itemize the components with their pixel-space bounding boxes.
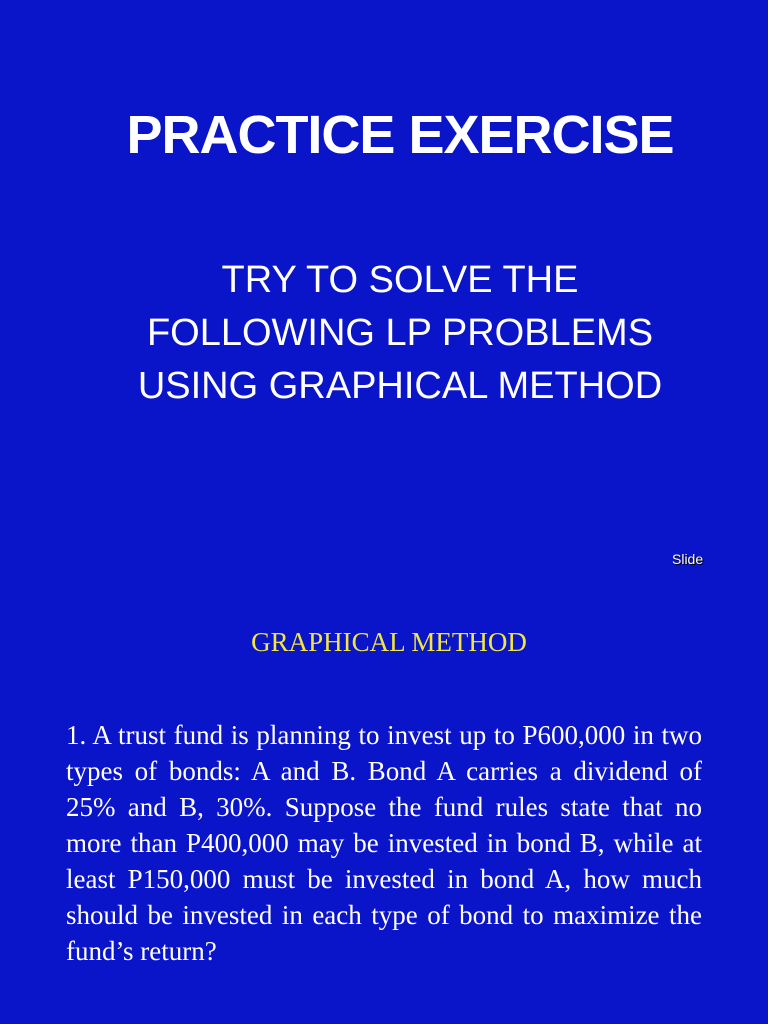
slide-subtitle xyxy=(0,254,768,413)
problem-statement: 1. A trust fund is planning to invest up to P600,000 in two types of bonds: A and B. Bond A carries a dividend of 25% and B, 30%. Suppose the fund rules state that no more than P400,000 may be invested in bond B, while at least P150,000 must be invested in bond A, how much should be invested in each type of bond to maximize the fund’s return? xyxy=(66,720,702,966)
subtitle-line: FOLLOWING LP PROBLEMS xyxy=(146,312,654,354)
section-heading: GRAPHICAL METHOD xyxy=(251,627,527,657)
subtitle-line: TRY TO SOLVE THE xyxy=(221,259,579,301)
slide-label: Slide xyxy=(672,551,704,567)
slide-title: PRACTICE EXERCISE xyxy=(126,105,674,165)
slide-graphical-method xyxy=(0,590,768,1024)
subtitle-line: USING GRAPHICAL METHOD xyxy=(137,365,663,407)
